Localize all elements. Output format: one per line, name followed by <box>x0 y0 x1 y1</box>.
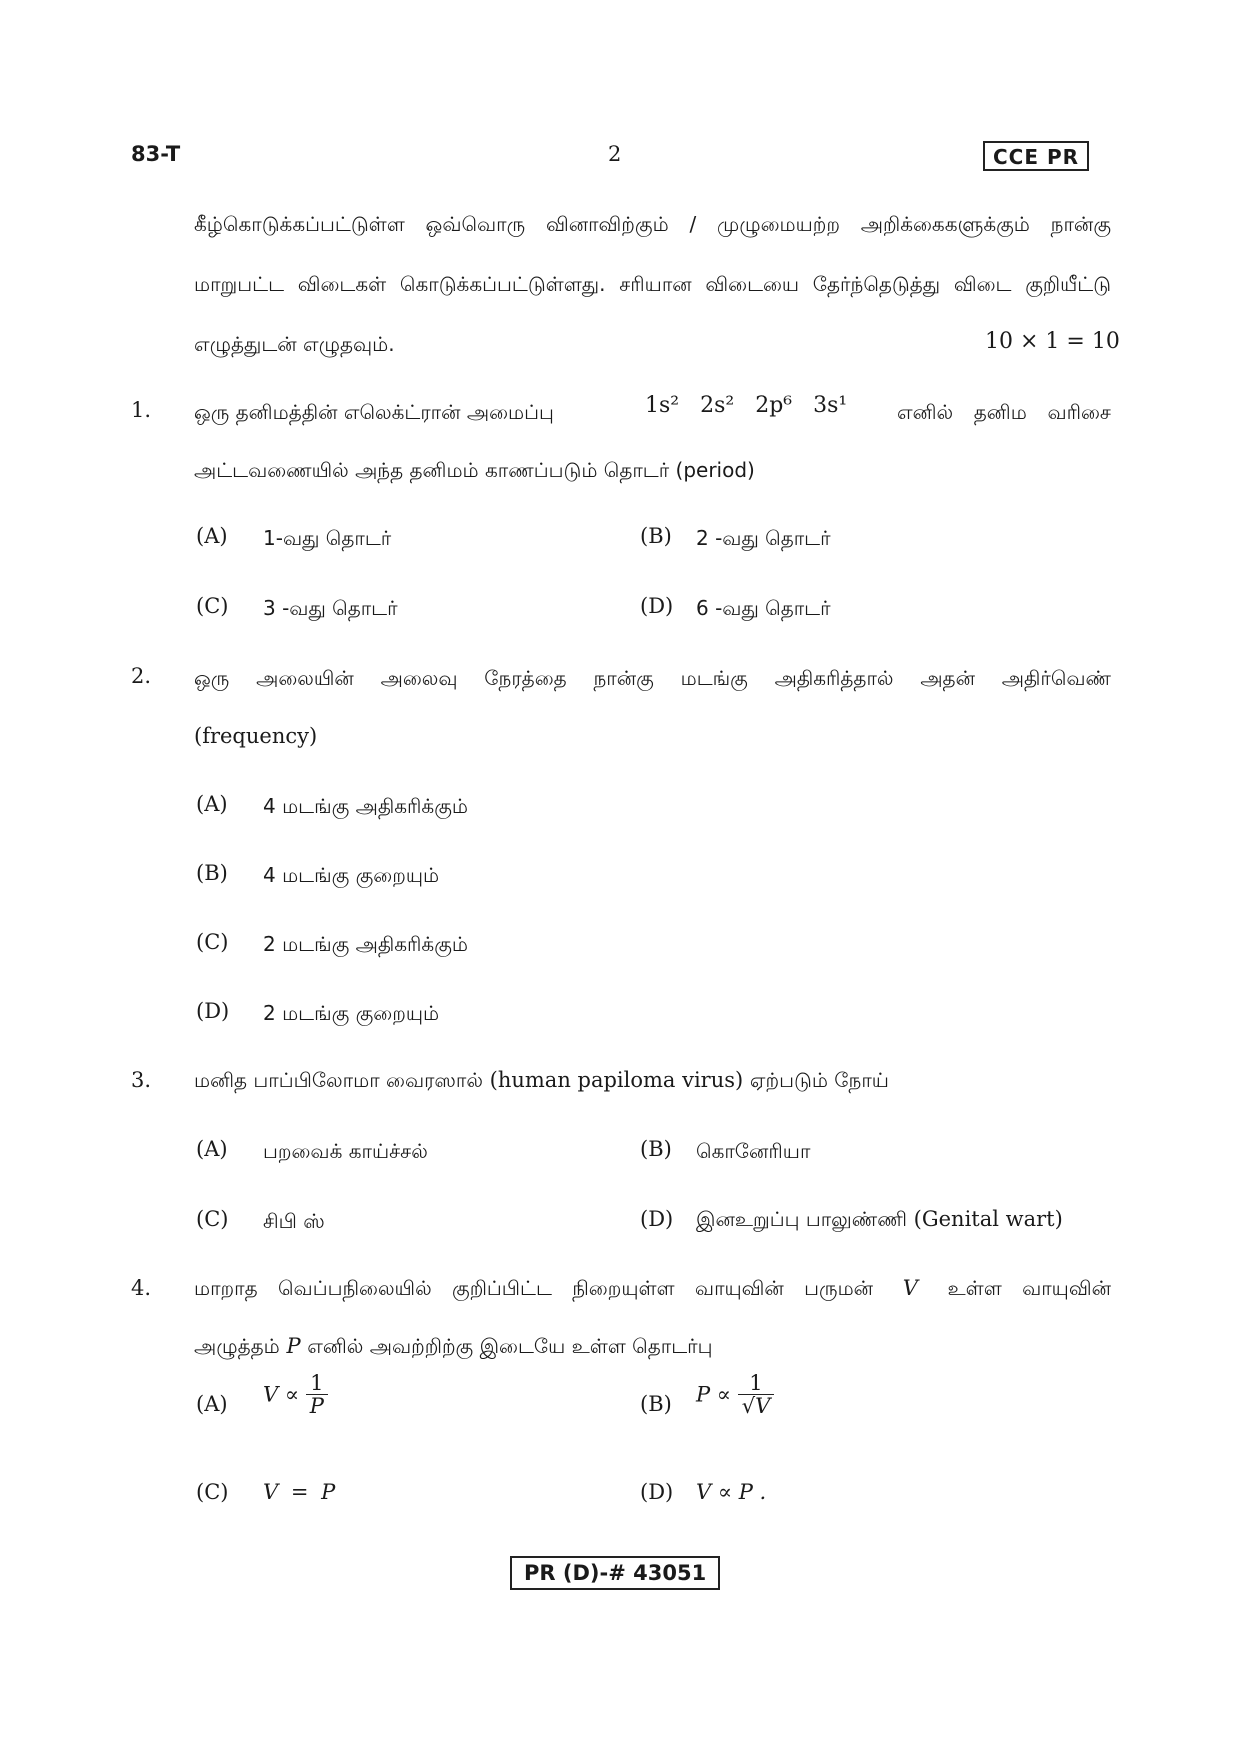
formula-lhs: P ∝ <box>696 1382 732 1407</box>
instruction-line-2: மாறுபட்ட விடைகள் கொடுக்கப்பட்டுள்ளது. சரியான விடையை தேர்ந்தெடுத்து விடை குறியீட்டு <box>194 272 1111 296</box>
option-text: 4 மடங்கு குறையும் <box>263 863 440 887</box>
question-3-text-b: ஏற்படும் நோய் <box>749 1068 889 1092</box>
fraction <box>306 1372 328 1417</box>
question-number: 1. <box>131 398 152 422</box>
option-letter: (B) <box>640 1137 672 1161</box>
instruction-line-1: கீழ்கொடுக்கப்பட்டுள்ள ஒவ்வொரு வினாவிற்கும் / முழுமையற்ற அறிக்கைகளுக்கும் நான்கு <box>194 212 1111 236</box>
question-number: 3. <box>131 1068 152 1092</box>
question-1-text-b: எனில் தனிம வரிசை <box>897 400 1111 424</box>
option-letter: (A) <box>196 1392 228 1416</box>
question-4-line-1 <box>194 1274 1111 1302</box>
option-text: பறவைக் காய்ச்சல் <box>263 1139 428 1163</box>
question-4-line-2 <box>194 1332 712 1360</box>
question-3-text-a: மனித பாப்பிலோமா வைரஸால் <box>194 1068 483 1092</box>
option-letter: (A) <box>196 792 228 816</box>
fraction-denominator: P <box>309 1394 324 1418</box>
question-3-text <box>194 1066 889 1094</box>
pressure-variable: P <box>286 1334 301 1358</box>
option-letter: (D) <box>640 1207 674 1231</box>
option-formula <box>696 1372 774 1417</box>
option-letter: (A) <box>196 524 228 548</box>
volume-variable: V <box>902 1276 918 1300</box>
option-letter: (D) <box>640 1480 674 1504</box>
option-text: சிபி ஸ் <box>263 1209 325 1233</box>
question-2-line-2: (frequency) <box>194 724 318 748</box>
option-text: 2 மடங்கு குறையும் <box>263 1001 440 1025</box>
question-4-line-1-b: உள்ள வாயுவின் <box>947 1276 1111 1300</box>
question-4-line-2-a: அழுத்தம் <box>194 1334 280 1358</box>
option-letter: (B) <box>640 524 672 548</box>
option-text: 2 -வது தொடர் <box>696 526 831 550</box>
option-letter: (B) <box>640 1392 672 1416</box>
option-text: 1-வது தொடர் <box>263 526 392 550</box>
option-letter: (B) <box>196 861 228 885</box>
question-1-text-a: ஒரு தனிமத்தின் எலெக்ட்ரான் அமைப்பு <box>194 400 554 424</box>
option-text-ta: இனஉறுப்பு பாலுண்ணி <box>696 1207 907 1231</box>
option-formula: V ∝ P . <box>696 1480 767 1504</box>
option-letter: (C) <box>196 594 229 618</box>
option-letter: (C) <box>196 1207 229 1231</box>
option-letter: (D) <box>640 594 674 618</box>
option-letter: (C) <box>196 930 229 954</box>
option-text: 2 மடங்கு அதிகரிக்கும் <box>263 932 468 956</box>
question-2-line-1: ஒரு அலையின் அலைவு நேரத்தை நான்கு மடங்கு அதிகரித்தால் அதன் அதிர்வெண் <box>194 666 1111 690</box>
option-letter: (C) <box>196 1480 229 1504</box>
marks-allocation: 10 × 1 = 10 <box>985 329 1120 354</box>
fraction-denominator: √V <box>741 1394 771 1418</box>
fraction-numerator: 1 <box>306 1372 328 1395</box>
footer-code-box: PR (D)-# 43051 <box>510 1556 720 1590</box>
option-text: கொனேரியா <box>696 1139 811 1163</box>
question-number: 4. <box>131 1276 152 1300</box>
option-text: 4 மடங்கு அதிகரிக்கும் <box>263 794 468 818</box>
option-text-en: (Genital wart) <box>913 1207 1063 1231</box>
question-3-text-en: (human papiloma virus) <box>489 1068 744 1092</box>
page-number: 2 <box>608 142 622 166</box>
formula-lhs: V ∝ <box>263 1382 300 1407</box>
question-number: 2. <box>131 664 152 688</box>
fraction <box>738 1372 775 1417</box>
option-letter: (D) <box>196 999 230 1023</box>
question-4-line-2-b: எனில் அவற்றிற்கு இடையே உள்ள தொடர்பு <box>307 1334 713 1358</box>
option-formula <box>263 1372 328 1417</box>
option-text: 6 -வது தொடர் <box>696 596 831 620</box>
electron-configuration: 1s² 2s² 2p⁶ 3s¹ <box>645 393 848 418</box>
paper-code: 83-T <box>131 142 181 166</box>
option-text: 3 -வது தொடர் <box>263 596 398 620</box>
option-text <box>696 1205 1063 1233</box>
option-formula: V = P <box>263 1480 336 1504</box>
series-box: CCE PR <box>983 141 1089 171</box>
question-4-line-1-a: மாறாத வெப்பநிலையில் குறிப்பிட்ட நிறையுள்ள வாயுவின் பருமன் <box>194 1276 874 1300</box>
question-1-line-2: அட்டவணையில் அந்த தனிமம் காணப்படும் தொடர் (period) <box>194 458 755 482</box>
fraction-numerator: 1 <box>738 1372 775 1395</box>
option-letter: (A) <box>196 1137 228 1161</box>
instruction-line-3: எழுத்துடன் எழுதவும். <box>194 332 395 356</box>
